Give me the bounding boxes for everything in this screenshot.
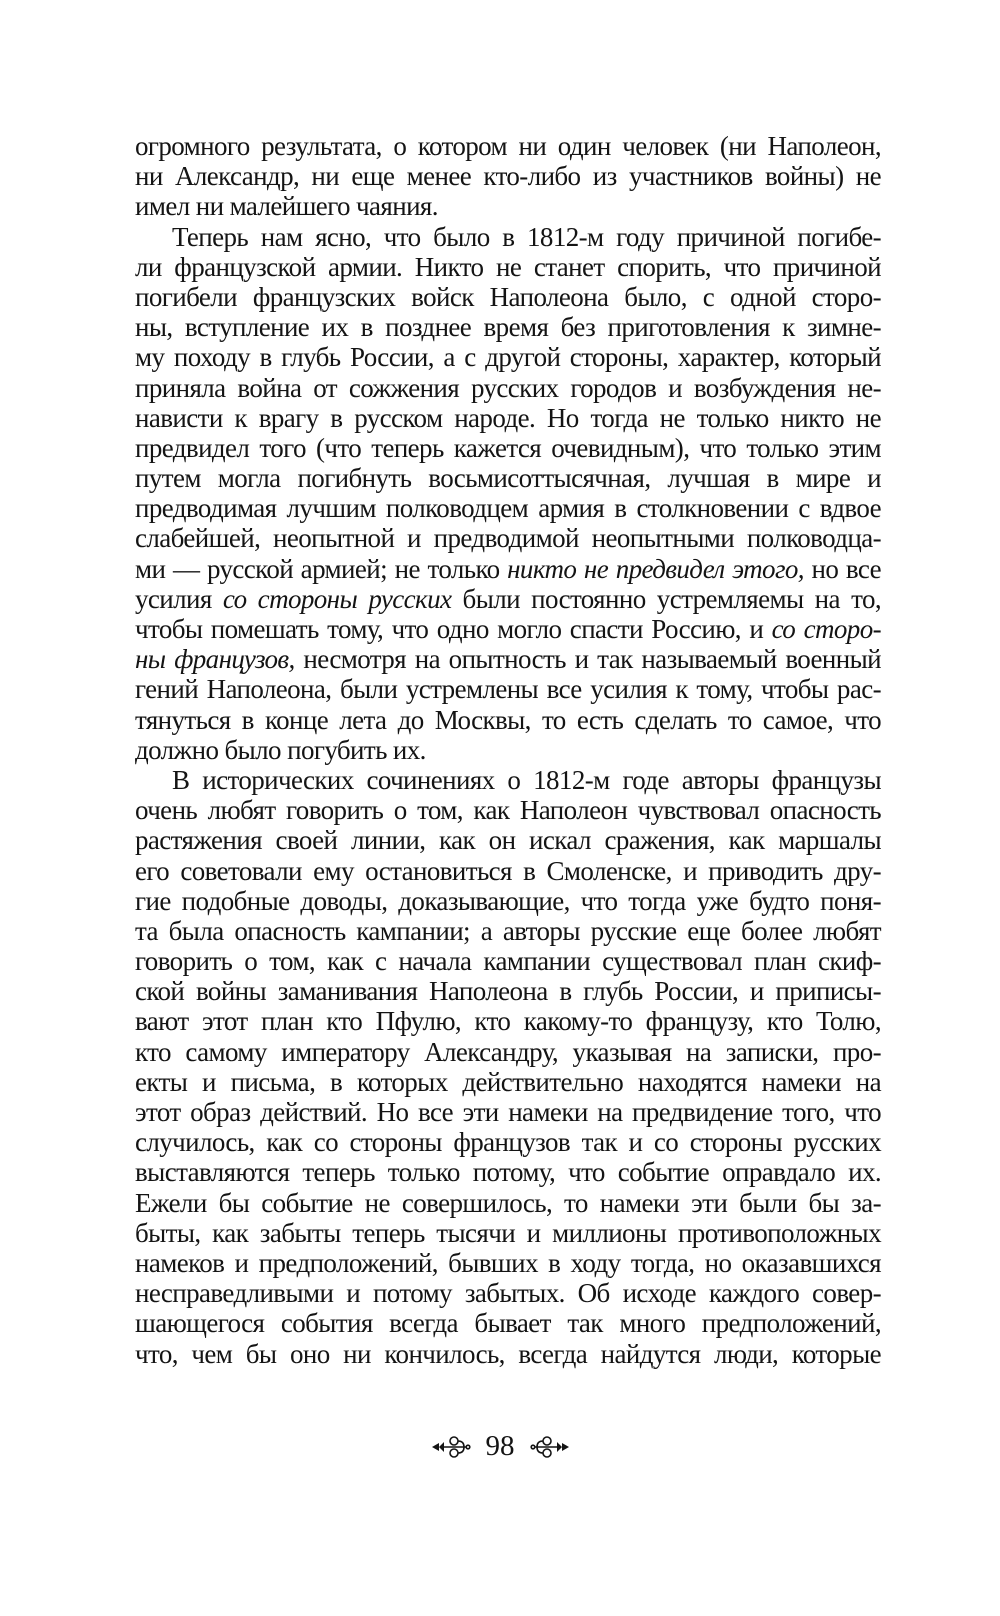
text-segment: та была опасность кампании; а авторы русские еще более любят [135,915,881,946]
fleuron-right-icon [529,1434,571,1460]
text-line [135,252,881,282]
text-line [135,433,881,463]
text-segment: ской войны заманивания Наполеона в глубь России, и приписы- [135,976,881,1007]
text-segment: тянуться в конце лета до Москвы, то есть сделать то самое, что [135,704,881,735]
text-segment: случилось, как со стороны французов так и со стороны русских [135,1127,881,1158]
text-line [135,161,881,191]
text-line [135,554,881,584]
text-line [135,825,881,855]
text-segment: В исторических сочинениях о 1812-м годе авторы французы [172,764,881,795]
text-segment: слабейшей, неопытной и предводимой неопытными полководца- [135,523,881,554]
italic-phrase: со стороны русских [222,583,452,614]
text-segment: кто самому императору Александру, указывая на записки, про- [135,1036,881,1067]
text-segment: были постоянно устремляемы на то, [451,583,881,614]
text-segment: вают этот план кто Пфулю, кто какому-то французу, кто Толю, [135,1006,881,1037]
text-segment: ны, вступление их в позднее время без приготовления к зимне- [135,312,881,343]
text-segment: несмотря на опытность и так называемый военный [294,644,882,675]
text-line [135,886,881,916]
text-line [135,674,881,704]
text-line [135,312,881,342]
text-segment: му походу в глубь России, а с другой стороны, характер, который [135,342,881,373]
text-line [135,1157,881,1187]
text-segment: огромного результата, о котором ни один человек (ни Наполеон, [135,131,881,161]
text-line [135,735,881,765]
text-segment: этот образ действий. Но все эти намеки на предвидение того, что [135,1097,881,1127]
text-line [135,282,881,312]
text-segment: его советовали ему остановиться в Смоленске, и приводить дру- [135,855,881,886]
text-segment: но все [803,553,882,584]
text-line [135,614,881,644]
text-segment: путем могла погибнуть восьмисоттысячная, лучшая в мире и [135,463,881,494]
text-segment: приняла война от сожжения русских городов и возбуждения не- [135,372,881,403]
page-number: 98 [485,1430,515,1462]
text-segment: предвидел того (что теперь кажется очевидным), что только этим [135,432,881,463]
text-segment: говорить о том, как с начала кампании существовал план скиф- [135,946,881,977]
text-segment: погибели французских войск Наполеона было, с одной сторо- [135,281,881,312]
text-line [135,1037,881,1067]
text-line [135,1097,881,1127]
text-segment: екты и письма, в которых действительно находятся намеки на [135,1066,881,1097]
text-line [135,191,881,221]
text-line [135,1248,881,1278]
text-segment: чтобы помешать тому, что одно могло спасти Россию, и [135,614,772,644]
text-segment: нависти к врагу в русском народе. Но тогда не только никто не [135,402,881,433]
text-line [135,1339,881,1369]
text-line [135,463,881,493]
text-line [135,1127,881,1157]
text-segment: Ежели бы событие не совершилось, то намеки эти были бы за- [135,1187,881,1218]
italic-phrase: никто не предвидел этого, [507,553,804,584]
text-segment: ли французской армии. Никто не станет спорить, что причиной [135,251,881,282]
text-segment: усилия [135,583,223,614]
italic-phrase: ны французов, [135,644,295,675]
page-footer [0,1430,1000,1463]
text-line [135,222,881,252]
text-line [135,644,881,674]
text-line [135,705,881,735]
text-segment: Теперь нам ясно, что было в 1812-м году причиной погибе- [172,221,881,252]
text-line [135,1278,881,1308]
text-segment: очень любят говорить о том, как Наполеон чувствовал опасность [135,795,881,826]
text-segment: предводимая лучшим полководцем армия в столкновении с вдвое [135,493,881,524]
text-segment: выставляются теперь только потому, что событие оправдало их. [135,1157,881,1188]
text-line [135,976,881,1006]
text-line [135,1308,881,1338]
text-segment: ни Александр, ни еще менее кто-либо из участников войны) не [135,161,881,192]
text-line [135,916,881,946]
text-line [135,1218,881,1248]
text-segment: что, чем бы оно ни кончилось, всегда найдутся люди, которые [135,1338,881,1369]
text-line [135,493,881,523]
text-segment: ми — русской армией; не только [135,553,508,584]
text-line [135,946,881,976]
text-segment: растяжения своей линии, как он искал сражения, как маршалы [135,825,881,856]
text-segment: несправедливыми и потому забытых. Об исходе каждого совер- [135,1278,881,1309]
text-line [135,795,881,825]
text-line [135,523,881,553]
text-line [135,1188,881,1218]
text-line [135,342,881,372]
text-line [135,1067,881,1097]
text-line [135,131,881,161]
text-line [135,373,881,403]
fleuron-left-icon [430,1434,472,1460]
text-line [135,403,881,433]
text-segment: шающегося события всегда бывает так много предположений, [135,1308,881,1339]
text-line [135,856,881,886]
text-segment: быты, как забыты теперь тысячи и миллионы противоположных [135,1217,881,1248]
italic-phrase: со сторо- [771,614,881,644]
text-segment: намеков и предположений, бывших в ходу тогда, но оказавшихся [135,1247,881,1278]
page-body [135,131,881,1369]
text-line [135,765,881,795]
text-segment: гений Наполеона, были устремлены все усилия к тому, чтобы рас- [135,674,881,705]
text-line [135,584,881,614]
text-segment: имел ни малейшего чаяния. [135,191,438,222]
text-line [135,1006,881,1036]
text-segment: должно было погубить их. [135,734,426,765]
text-segment: гие подобные доводы, доказывающие, что тогда уже будто поня- [135,885,881,916]
